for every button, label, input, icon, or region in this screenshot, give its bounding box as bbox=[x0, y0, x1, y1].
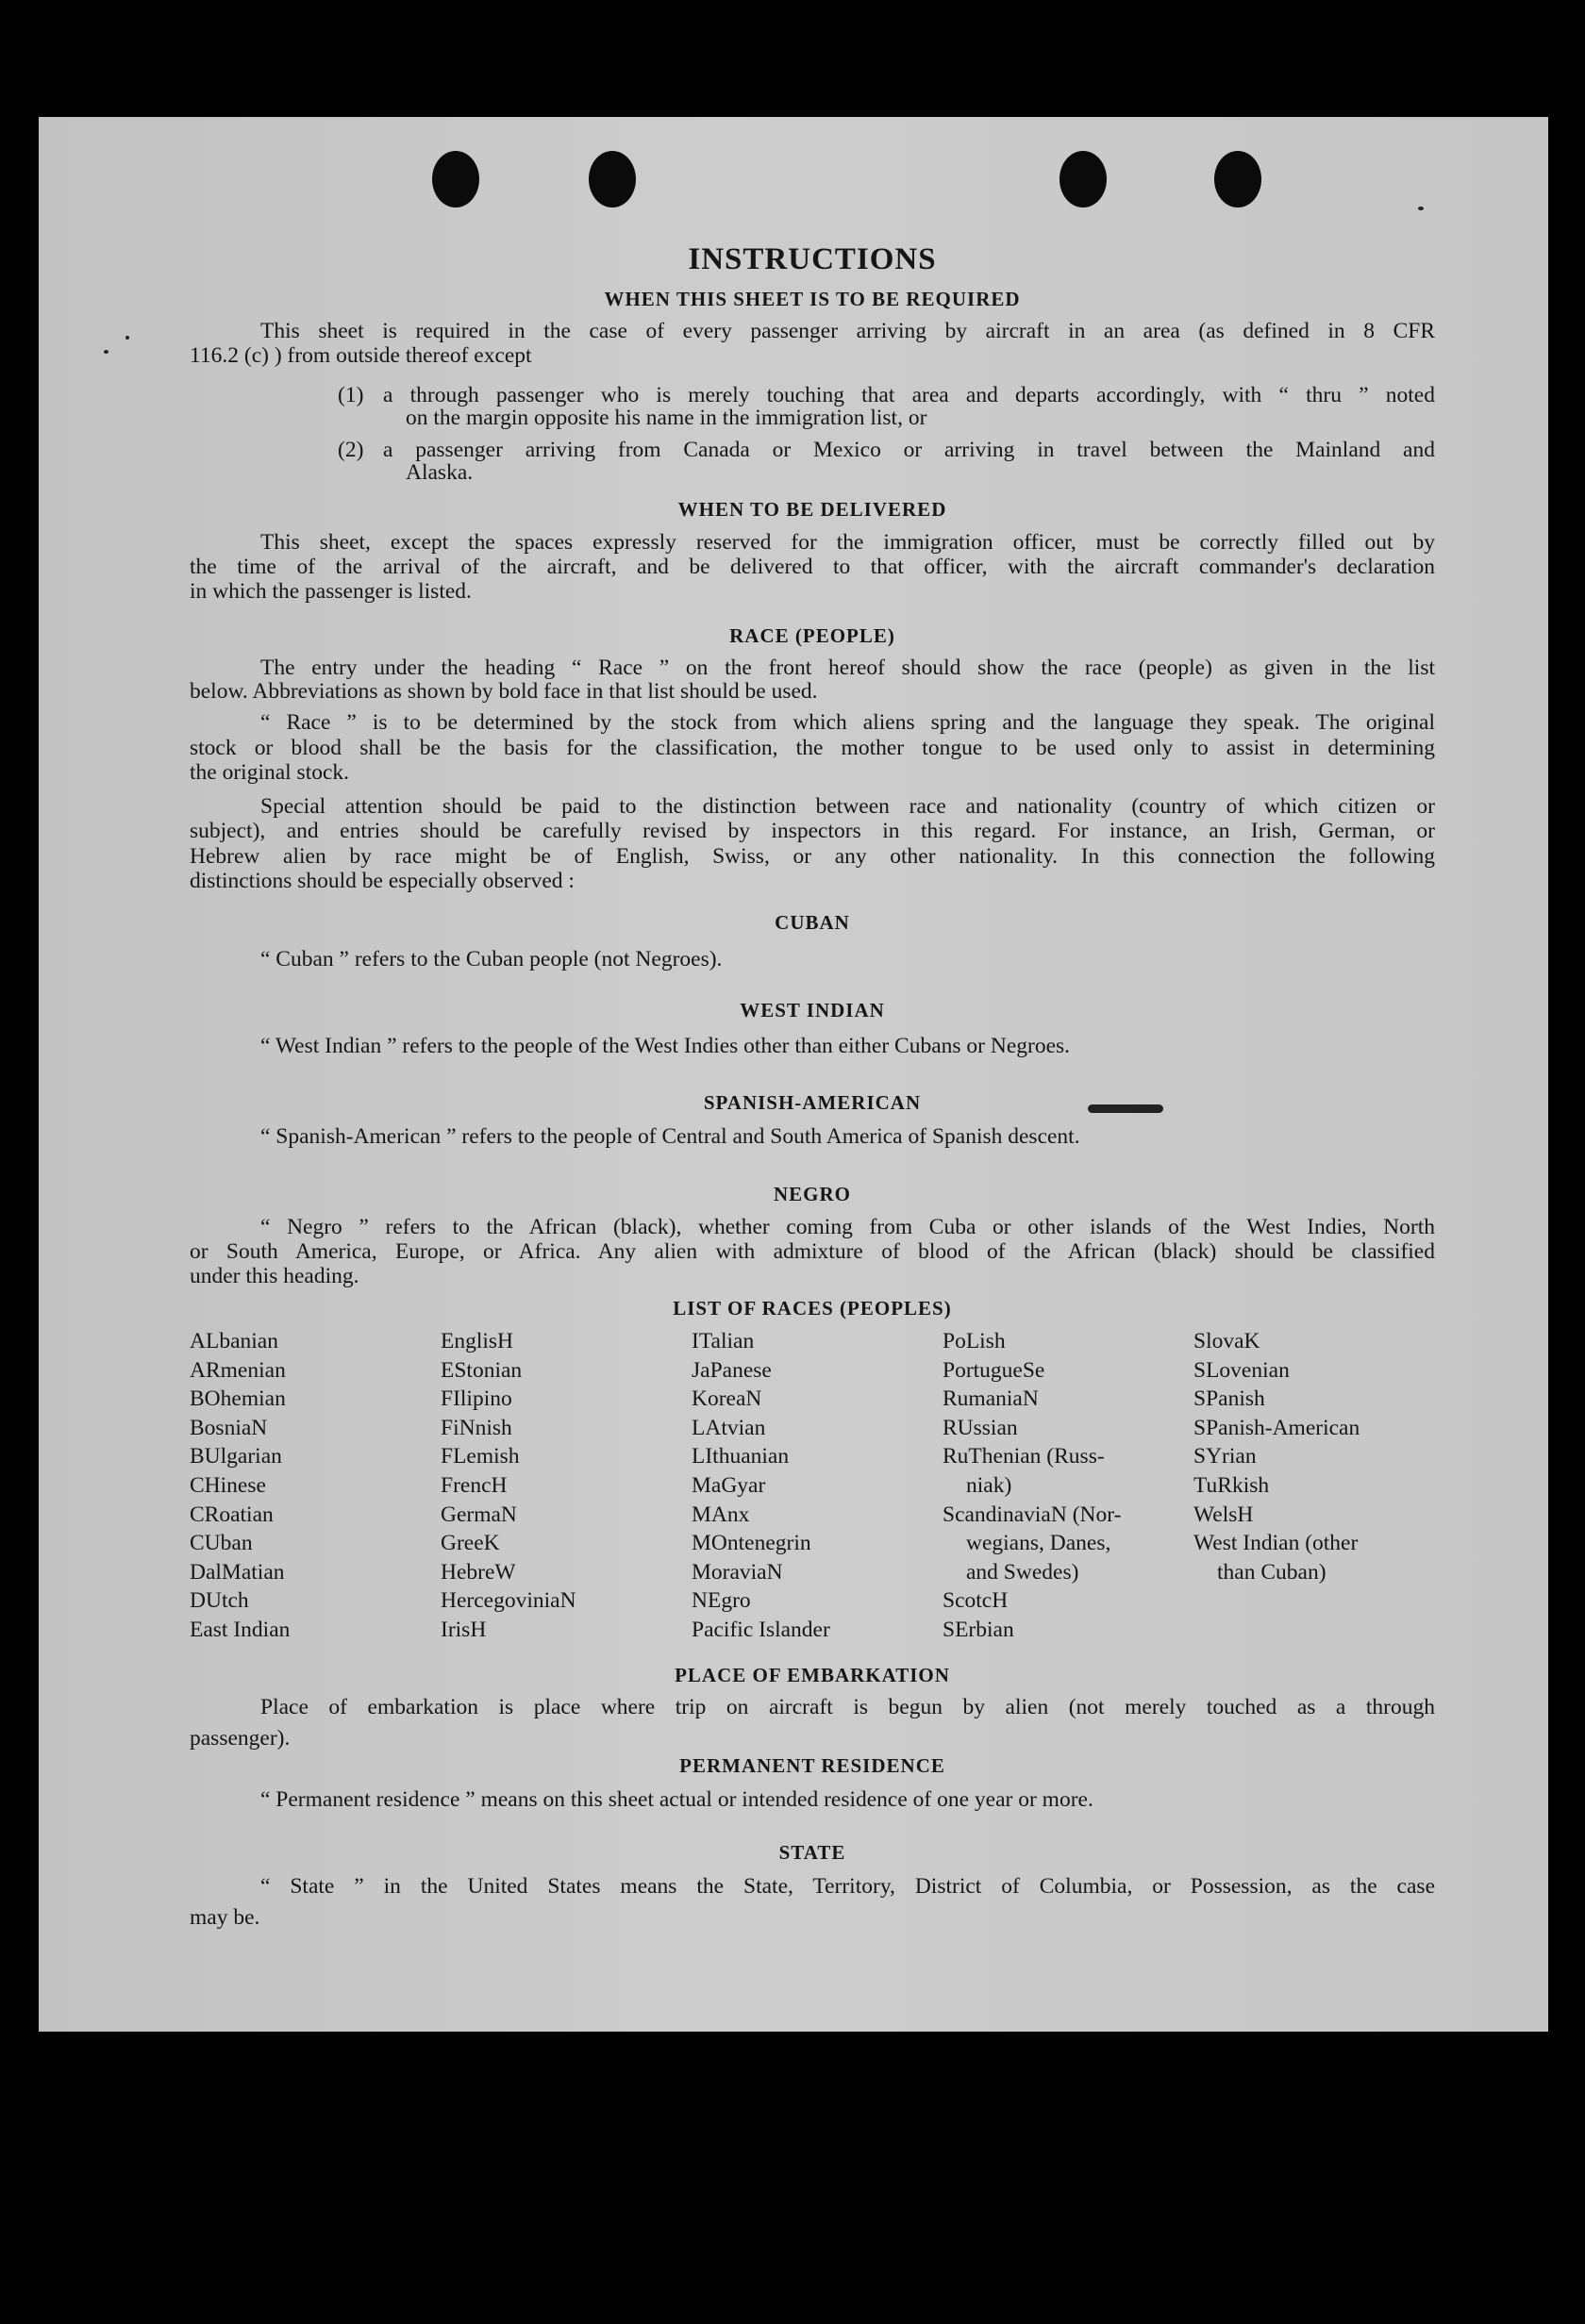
race-item: RUssian bbox=[943, 1415, 1018, 1440]
race-item: SErbian bbox=[943, 1617, 1014, 1642]
race-p2-line-3: the original stock. bbox=[190, 760, 350, 785]
race-item: ScandinaviaN (Nor- bbox=[943, 1502, 1122, 1527]
item-1-line-1: a through passenger who is merely touching that area and departs accordingly, with “ thru ” noted bbox=[383, 383, 1435, 407]
heading-permanent-residence: PERMANENT RESIDENCE bbox=[679, 1754, 945, 1777]
race-item: PoLish bbox=[943, 1329, 1006, 1353]
race-item: ALbanian bbox=[190, 1329, 278, 1353]
race-item: SPanish bbox=[1193, 1386, 1265, 1412]
race-item: BosniaN bbox=[190, 1415, 268, 1440]
race-item: LAtvian bbox=[692, 1415, 766, 1440]
race-item: TuRkish bbox=[1193, 1472, 1270, 1498]
race-item: MOntenegrin bbox=[692, 1531, 811, 1556]
page-title: INSTRUCTIONS bbox=[688, 242, 937, 276]
race-item: ScotcH bbox=[943, 1588, 1009, 1614]
race-item: SlovaK bbox=[1193, 1329, 1260, 1353]
race-item: HercegoviniaN bbox=[441, 1588, 576, 1614]
races-column-4 bbox=[943, 1327, 1121, 1645]
heading-when-required: WHEN THIS SHEET IS TO BE REQUIRED bbox=[604, 288, 1021, 310]
race-item: CHinese bbox=[190, 1472, 266, 1498]
race-item: IrisH bbox=[441, 1617, 487, 1642]
race-item: FiNnish bbox=[441, 1415, 512, 1440]
punch-hole-1 bbox=[432, 151, 479, 208]
item-2-line-1: a passenger arriving from Canada or Mexico or arriving in travel between the Mainland and bbox=[383, 438, 1435, 462]
race-item: ARmenian bbox=[190, 1357, 286, 1383]
race-p3-line-4: distinctions should be especially observed : bbox=[190, 869, 575, 893]
race-item: MoraviaN bbox=[692, 1559, 783, 1585]
race-item: FIlipino bbox=[441, 1386, 512, 1412]
race-p2-line-1: “ Race ” is to be determined by the stock from which aliens spring and the language they speak. The original bbox=[260, 710, 1435, 735]
race-item: RuThenian (Russ- bbox=[943, 1444, 1105, 1469]
race-p1-line-2: below. Abbreviations as shown by bold face in that list should be used. bbox=[190, 679, 818, 704]
item-1-number: (1) bbox=[338, 383, 364, 407]
heading-race: RACE (PEOPLE) bbox=[729, 624, 895, 647]
delivered-line-2: the time of the arrival of the aircraft, and be delivered to that officer, with the aircraft commander's declaration bbox=[190, 555, 1435, 579]
negro-line-2: or South America, Europe, or Africa. Any alien with admixture of blood of the African (black) should be classified bbox=[190, 1239, 1435, 1264]
ink-speck bbox=[104, 350, 108, 354]
race-item: MAnx bbox=[692, 1502, 750, 1527]
heading-negro: NEGRO bbox=[773, 1183, 851, 1205]
delivered-line-3: in which the passenger is listed. bbox=[190, 579, 472, 604]
when-required-line-2: 116.2 (c) ) from outside thereof except bbox=[190, 343, 532, 368]
race-p3-line-3: Hebrew alien by race might be of English, Swiss, or any other nationality. In this connection the following bbox=[190, 844, 1435, 869]
spanish-american-text: “ Spanish-American ” refers to the people of Central and South America of Spanish descent. bbox=[260, 1124, 1080, 1149]
race-p3-line-1: Special attention should be paid to the distinction between race and nationality (country of which citizen or bbox=[260, 794, 1435, 819]
race-item: GreeK bbox=[441, 1531, 500, 1556]
race-item: than Cuban) bbox=[1217, 1559, 1326, 1585]
cuban-text: “ Cuban ” refers to the Cuban people (not Negroes). bbox=[260, 947, 723, 971]
race-p2-line-2: stock or blood shall be the basis for the classification, the mother tongue to be used only to assist in determining bbox=[190, 736, 1435, 760]
punch-hole-2 bbox=[589, 151, 636, 208]
when-required-line-1: This sheet is required in the case of every passenger arriving by aircraft in an area (as defined in 8 CFR bbox=[260, 319, 1435, 343]
state-line-1: “ State ” in the United States means the State, Territory, District of Columbia, or Possession, as the case bbox=[260, 1874, 1435, 1899]
race-item: Pacific Islander bbox=[692, 1617, 830, 1642]
race-item: and Swedes) bbox=[966, 1559, 1079, 1585]
race-item: HebreW bbox=[441, 1559, 516, 1585]
race-item: SLovenian bbox=[1193, 1357, 1290, 1383]
race-item: BOhemian bbox=[190, 1386, 286, 1412]
heading-cuban: CUBAN bbox=[775, 911, 850, 934]
heading-embarkation: PLACE OF EMBARKATION bbox=[675, 1664, 950, 1686]
race-item: SYrian bbox=[1193, 1444, 1257, 1469]
race-item: ITalian bbox=[692, 1329, 755, 1353]
race-item: wegians, Danes, bbox=[966, 1531, 1111, 1556]
punch-hole-4 bbox=[1214, 151, 1261, 208]
race-item: RumaniaN bbox=[943, 1386, 1039, 1412]
races-column-1 bbox=[190, 1327, 290, 1645]
races-column-2 bbox=[441, 1327, 576, 1645]
race-item: NEgro bbox=[692, 1588, 751, 1614]
item-1-line-2: on the margin opposite his name in the immigration list, or bbox=[406, 406, 927, 430]
race-item: DalMatian bbox=[190, 1559, 285, 1585]
race-item: CRoatian bbox=[190, 1502, 274, 1527]
negro-line-1: “ Negro ” refers to the African (black), whether coming from Cuba or other islands of the West Indies, North bbox=[260, 1215, 1435, 1239]
race-item: LIthuanian bbox=[692, 1444, 790, 1469]
race-item: FLemish bbox=[441, 1444, 520, 1469]
race-item: niak) bbox=[966, 1472, 1012, 1498]
punch-hole-3 bbox=[1059, 151, 1107, 208]
negro-line-3: under this heading. bbox=[190, 1264, 359, 1288]
embarkation-line-2: passenger). bbox=[190, 1726, 291, 1751]
heading-state: STATE bbox=[778, 1841, 846, 1864]
state-line-2: may be. bbox=[190, 1905, 260, 1930]
ink-speck bbox=[125, 336, 129, 340]
race-item: EStonian bbox=[441, 1357, 523, 1383]
races-column-5 bbox=[1193, 1327, 1360, 1586]
west-indian-text: “ West Indian ” refers to the people of the West Indies other than either Cubans or Negroes. bbox=[260, 1034, 1071, 1058]
race-item: KoreaN bbox=[692, 1386, 762, 1412]
race-p1-line-1: The entry under the heading “ Race ” on the front hereof should show the race (people) as given in the list bbox=[260, 656, 1435, 680]
heading-spanish-american: SPANISH-AMERICAN bbox=[703, 1091, 922, 1114]
residence-text: “ Permanent residence ” means on this sheet actual or intended residence of one year or more. bbox=[260, 1787, 1093, 1812]
races-column-3 bbox=[692, 1327, 830, 1645]
document-sheet bbox=[39, 117, 1548, 2032]
heading-races-list: LIST OF RACES (PEOPLES) bbox=[673, 1297, 952, 1320]
race-item: FrencH bbox=[441, 1472, 508, 1498]
race-item: GermaN bbox=[441, 1502, 517, 1527]
race-item: SPanish-American bbox=[1193, 1415, 1360, 1440]
race-item: CUban bbox=[190, 1531, 253, 1556]
race-item: West Indian (other bbox=[1193, 1531, 1359, 1556]
race-item: WelsH bbox=[1193, 1502, 1254, 1527]
ink-speck bbox=[1418, 207, 1424, 210]
race-item: PortugueSe bbox=[943, 1357, 1045, 1383]
race-item: MaGyar bbox=[692, 1472, 766, 1498]
embarkation-line-1: Place of embarkation is place where trip on aircraft is begun by alien (not merely touched as a through bbox=[260, 1695, 1435, 1719]
race-item: BUlgarian bbox=[190, 1444, 282, 1469]
race-item: East Indian bbox=[190, 1617, 291, 1642]
race-item: EnglisH bbox=[441, 1329, 514, 1353]
heading-when-delivered: WHEN TO BE DELIVERED bbox=[677, 498, 947, 521]
item-2-number: (2) bbox=[338, 438, 364, 462]
heading-west-indian: WEST INDIAN bbox=[740, 999, 885, 1021]
delivered-line-1: This sheet, except the spaces expressly reserved for the immigration officer, must be correctly filled out by bbox=[260, 530, 1435, 555]
race-item: DUtch bbox=[190, 1588, 249, 1614]
item-2-line-2: Alaska. bbox=[406, 460, 474, 485]
race-item: JaPanese bbox=[692, 1357, 772, 1383]
race-p3-line-2: subject), and entries should be carefully revised by inspectors in this regard. For instance, an Irish, German, or bbox=[190, 819, 1435, 843]
